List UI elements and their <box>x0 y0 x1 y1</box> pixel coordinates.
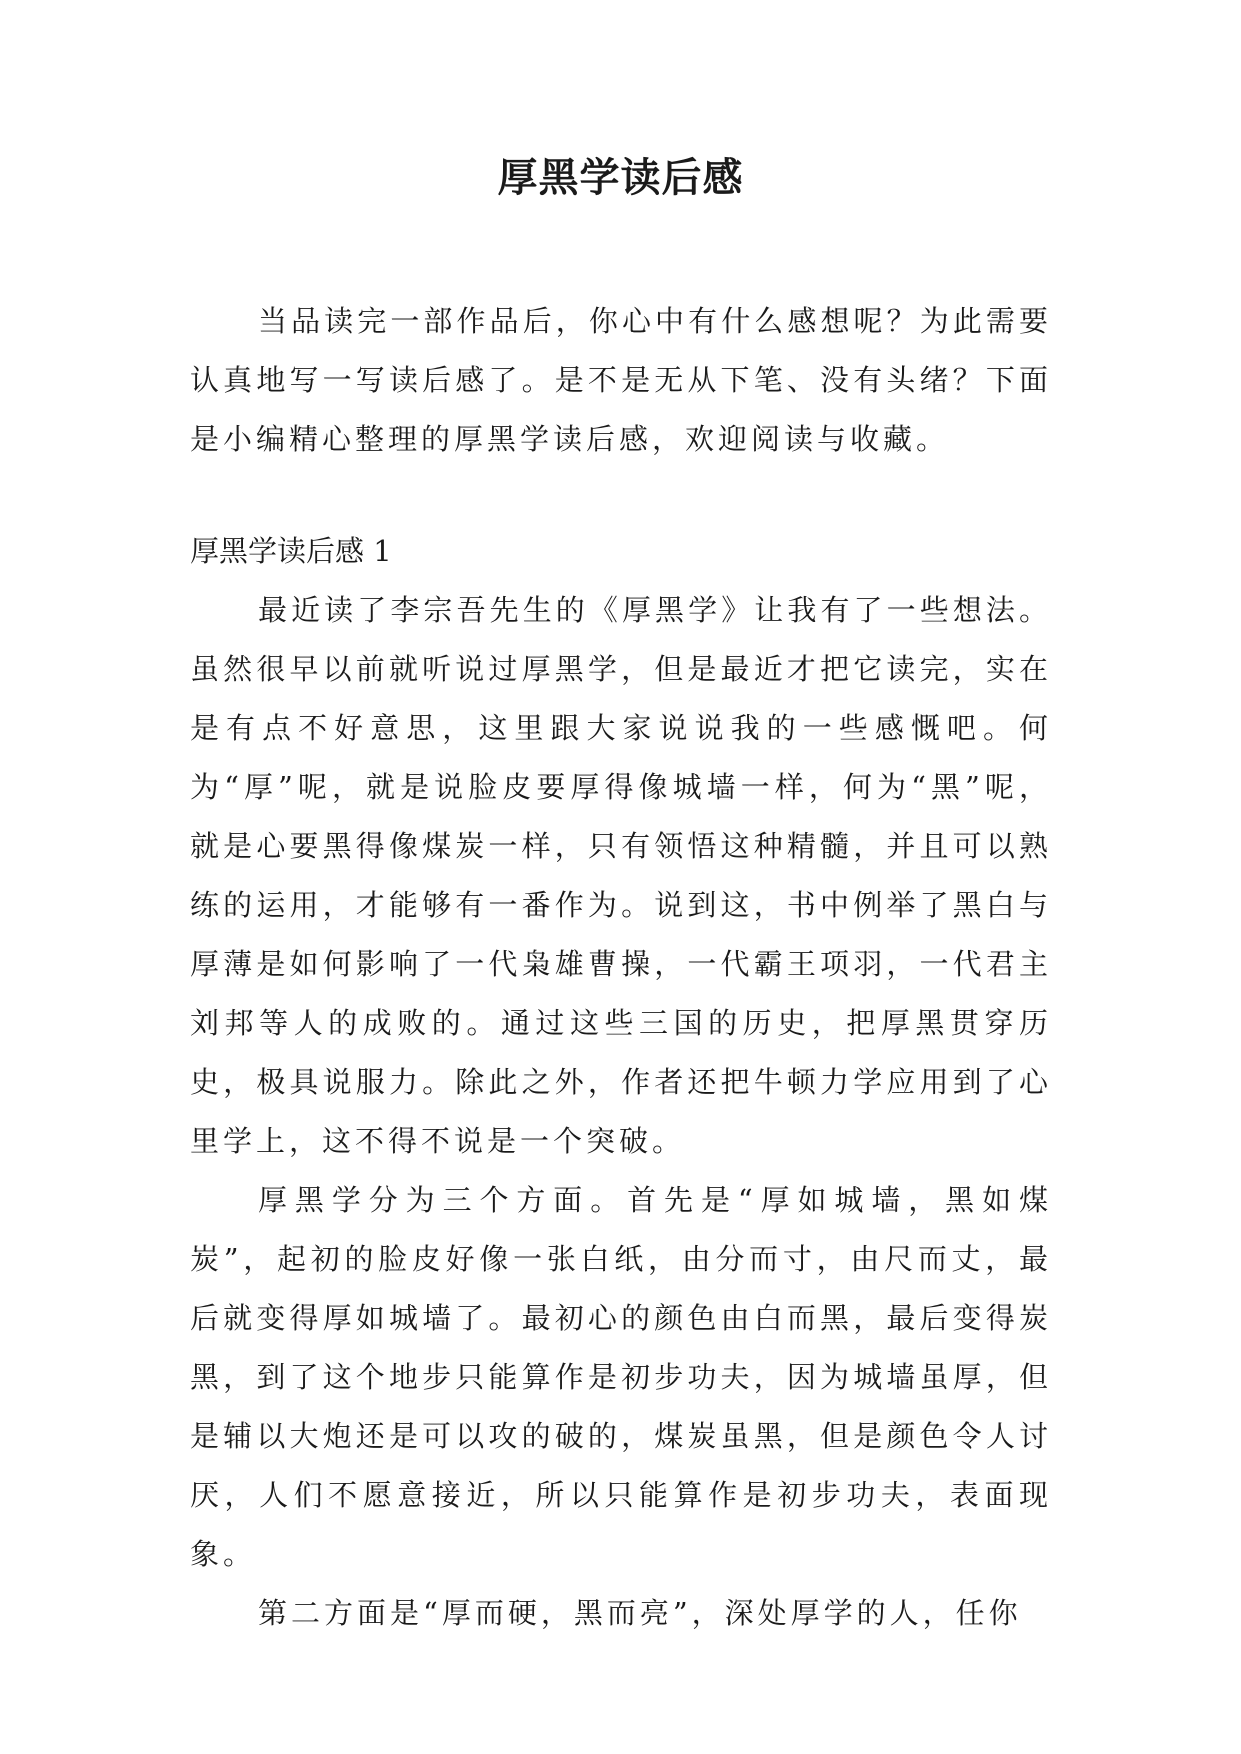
body-paragraph: 厚黑学分为三个方面。首先是“厚如城墙，黑如煤炭”，起初的脸皮好像一张白纸，由分而寸，由尺而丈，最后就变得厚如城墙了。最初心的颜色由白而黑，最后变得炭黑，到了这个地步只能算作是初步功夫，因为城墙虽厚，但是辅以大炮还是可以攻的破的，煤炭虽黑，但是颜色令人讨厌，人们不愿意接近，所以只能算作是初步功夫，表面现象。 <box>190 1183 1052 1571</box>
document-body <box>190 292 1052 1643</box>
section-heading: 厚黑学读后感 1 <box>190 534 392 568</box>
body-paragraph: 第二方面是“厚而硬，黑而亮”，深处厚学的人，任你 <box>258 1596 1022 1630</box>
intro-paragraph: 当品读完一部作品后，你心中有什么感想呢？为此需要认真地写一写读后感了。是不是无从下笔、没有头绪？下面是小编精心整理的厚黑学读后感，欢迎阅读与收藏。 <box>190 304 1052 456</box>
section-1 <box>190 522 1052 1643</box>
body-paragraph: 最近读了李宗吾先生的《厚黑学》让我有了一些想法。虽然很早以前就听说过厚黑学，但是最近才把它读完，实在是有点不好意思，这里跟大家说说我的一些感慨吧。何为“厚”呢，就是说脸皮要厚得像城墙一样，何为“黑”呢，就是心要黑得像煤炭一样，只有领悟这种精髓，并且可以熟练的运用，才能够有一番作为。说到这，书中例举了黑白与厚薄是如何影响了一代枭雄曹操，一代霸王项羽，一代君主刘邦等人的成败的。通过这些三国的历史，把厚黑贯穿历史，极具说服力。除此之外，作者还把牛顿力学应用到了心里学上，这不得不说是一个突破。 <box>190 593 1052 1158</box>
document-title: 厚黑学读后感 <box>497 154 744 201</box>
